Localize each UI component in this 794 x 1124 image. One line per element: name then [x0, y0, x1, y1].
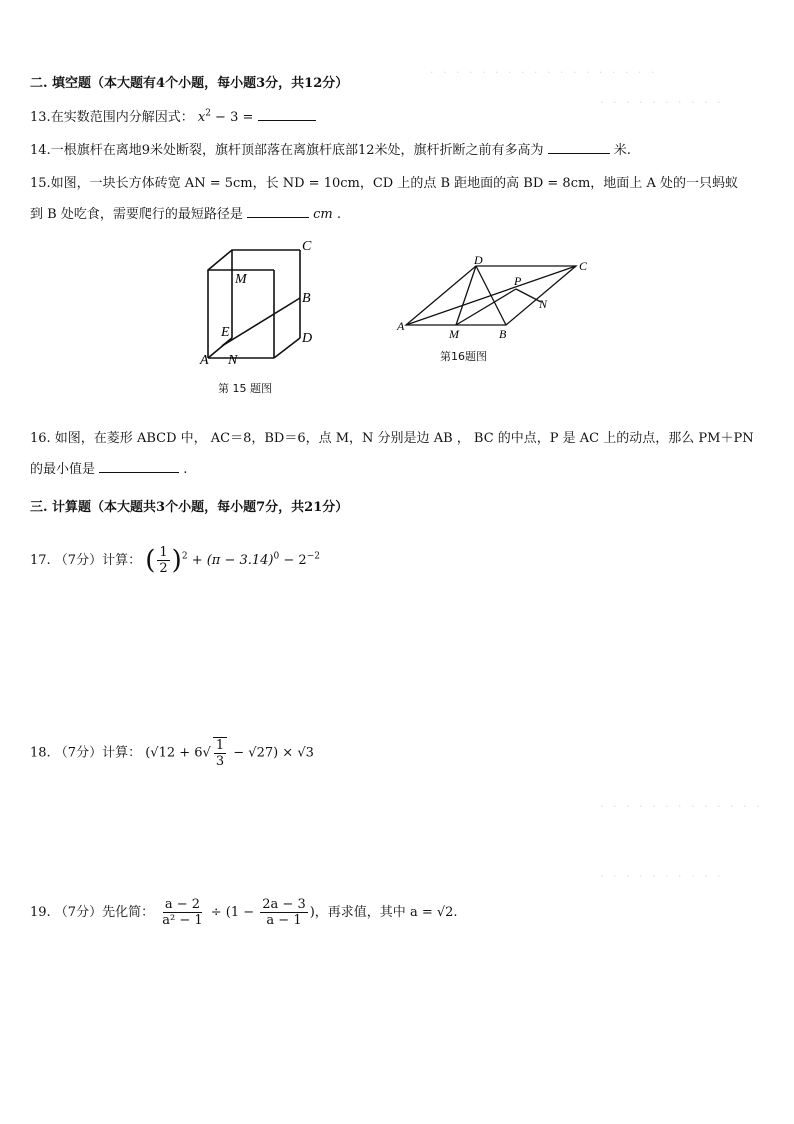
section-3-heading: 三. 计算题（本大题共3个小题，每小题7分，共21分） [30, 500, 349, 515]
q13-answer-blank[interactable] [258, 108, 316, 121]
q16-line-1: 16. 如图，在菱形 ABCD 中， AC＝8，BD＝6，点 M，N 分别是边 AB ， BC 的中点，P 是 AC 上的动点，那么 PM＋PN [30, 431, 754, 446]
fig15-label-D: D [302, 331, 313, 346]
bleed-through-text: · · · · · · · · · · [600, 870, 724, 883]
q15-unit: cm . [313, 207, 341, 222]
fig15-label-A: A [200, 353, 209, 368]
question-17: 17. （7分）计算： ( $\frac{1}{2}$ )$^2 + (\pi - 3.14)^0 - 2^{-2}$ [30, 545, 320, 576]
bleed-through-text: · · · · · · · · · · [600, 96, 724, 109]
figure-15-box [190, 238, 320, 368]
question-14 [30, 139, 631, 158]
bleed-through-text: · · · · · · · · · · · · · · · · · · [430, 66, 658, 79]
q13-text: 在实数范围内分解因式： [50, 110, 194, 125]
fig15-label-M: M [235, 272, 247, 287]
fig16-label-B: B [499, 327, 507, 341]
bleed-through-text: · · · · · · · · · · · · · [600, 800, 763, 813]
fig16-label-C: C [579, 259, 588, 273]
question-16-line-2 [30, 458, 187, 477]
q16-line-2-end: . [183, 462, 188, 477]
question-19: 19. （7分）先化简： $\frac{a - 2}{\text{a² − 1}}$ ÷ (1 − $\frac{2a - 3}{a - 1}$ )，再求值，其中 a = √2. [30, 897, 458, 928]
q14-text: 一根旗杆在离地9米处断裂，旗杆顶部落在离旗杆底部12米处，旗杆折断之前有多高为 [50, 143, 544, 158]
question-15-line-2 [30, 203, 341, 222]
q18-label: 18. （7分）计算： [30, 745, 142, 761]
q14-number: 14. [30, 143, 51, 158]
q13-expr-base: x [197, 110, 206, 125]
q13-expr-exp: 2 [205, 108, 211, 119]
q15-line-1: 15.如图，一块长方体砖宽 AN = 5cm，长 ND = 10cm，CD 上的点 B 距地面的高 BD = 8cm，地面上 A 处的一只蚂蚁 [30, 176, 738, 191]
q15-answer-blank[interactable] [247, 205, 309, 218]
fig16-label-P: P [514, 274, 522, 288]
fig16-label-M: M [449, 327, 459, 341]
q19-fraction-1: $\frac{a - 2}{\text{a² − 1}}$ [162, 897, 203, 928]
figure-16-rhombus [396, 252, 596, 342]
q17-fraction: $\frac{1}{2}$ [159, 545, 168, 576]
q17-label: 17. （7分）计算： [30, 553, 142, 568]
fig15-label-N: N [228, 353, 238, 368]
fig16-label-A: A [397, 319, 405, 333]
section-2-heading: 二. 填空题（本大题有4个小题，每小题3分，共12分） [30, 76, 349, 91]
figure-15-caption: 第 15 题图 [218, 382, 272, 395]
q13-expr-rest: − 3 = [210, 110, 254, 125]
q18-fraction: $\frac{1}{3}$ [213, 737, 227, 769]
q14-unit: 米. [613, 143, 631, 158]
question-18: 18. （7分）计算： (√12 + 6√ $\frac{1}{3}$ − √27) × √3 [30, 738, 314, 769]
q14-answer-blank[interactable] [548, 141, 610, 154]
figure-16-caption: 第16题图 [440, 350, 487, 363]
q19-fraction-2: $\frac{2a - 3}{a - 1}$ [262, 897, 306, 928]
fig15-label-B: B [302, 291, 311, 306]
fig16-label-D: D [474, 253, 483, 267]
fig15-label-C: C [302, 239, 312, 254]
question-13 [30, 106, 316, 125]
q19-label: 19. （7分）先化简： [30, 905, 155, 920]
fig15-label-E: E [221, 325, 230, 340]
q16-answer-blank[interactable] [99, 460, 179, 473]
q13-number: 13. [30, 110, 51, 125]
q15-line-2-text: 到 B 处吃食，需要爬行的最短路径是 [30, 207, 243, 222]
q16-line-2-text: 的最小值是 [30, 462, 96, 477]
fig16-label-N: N [539, 297, 548, 311]
